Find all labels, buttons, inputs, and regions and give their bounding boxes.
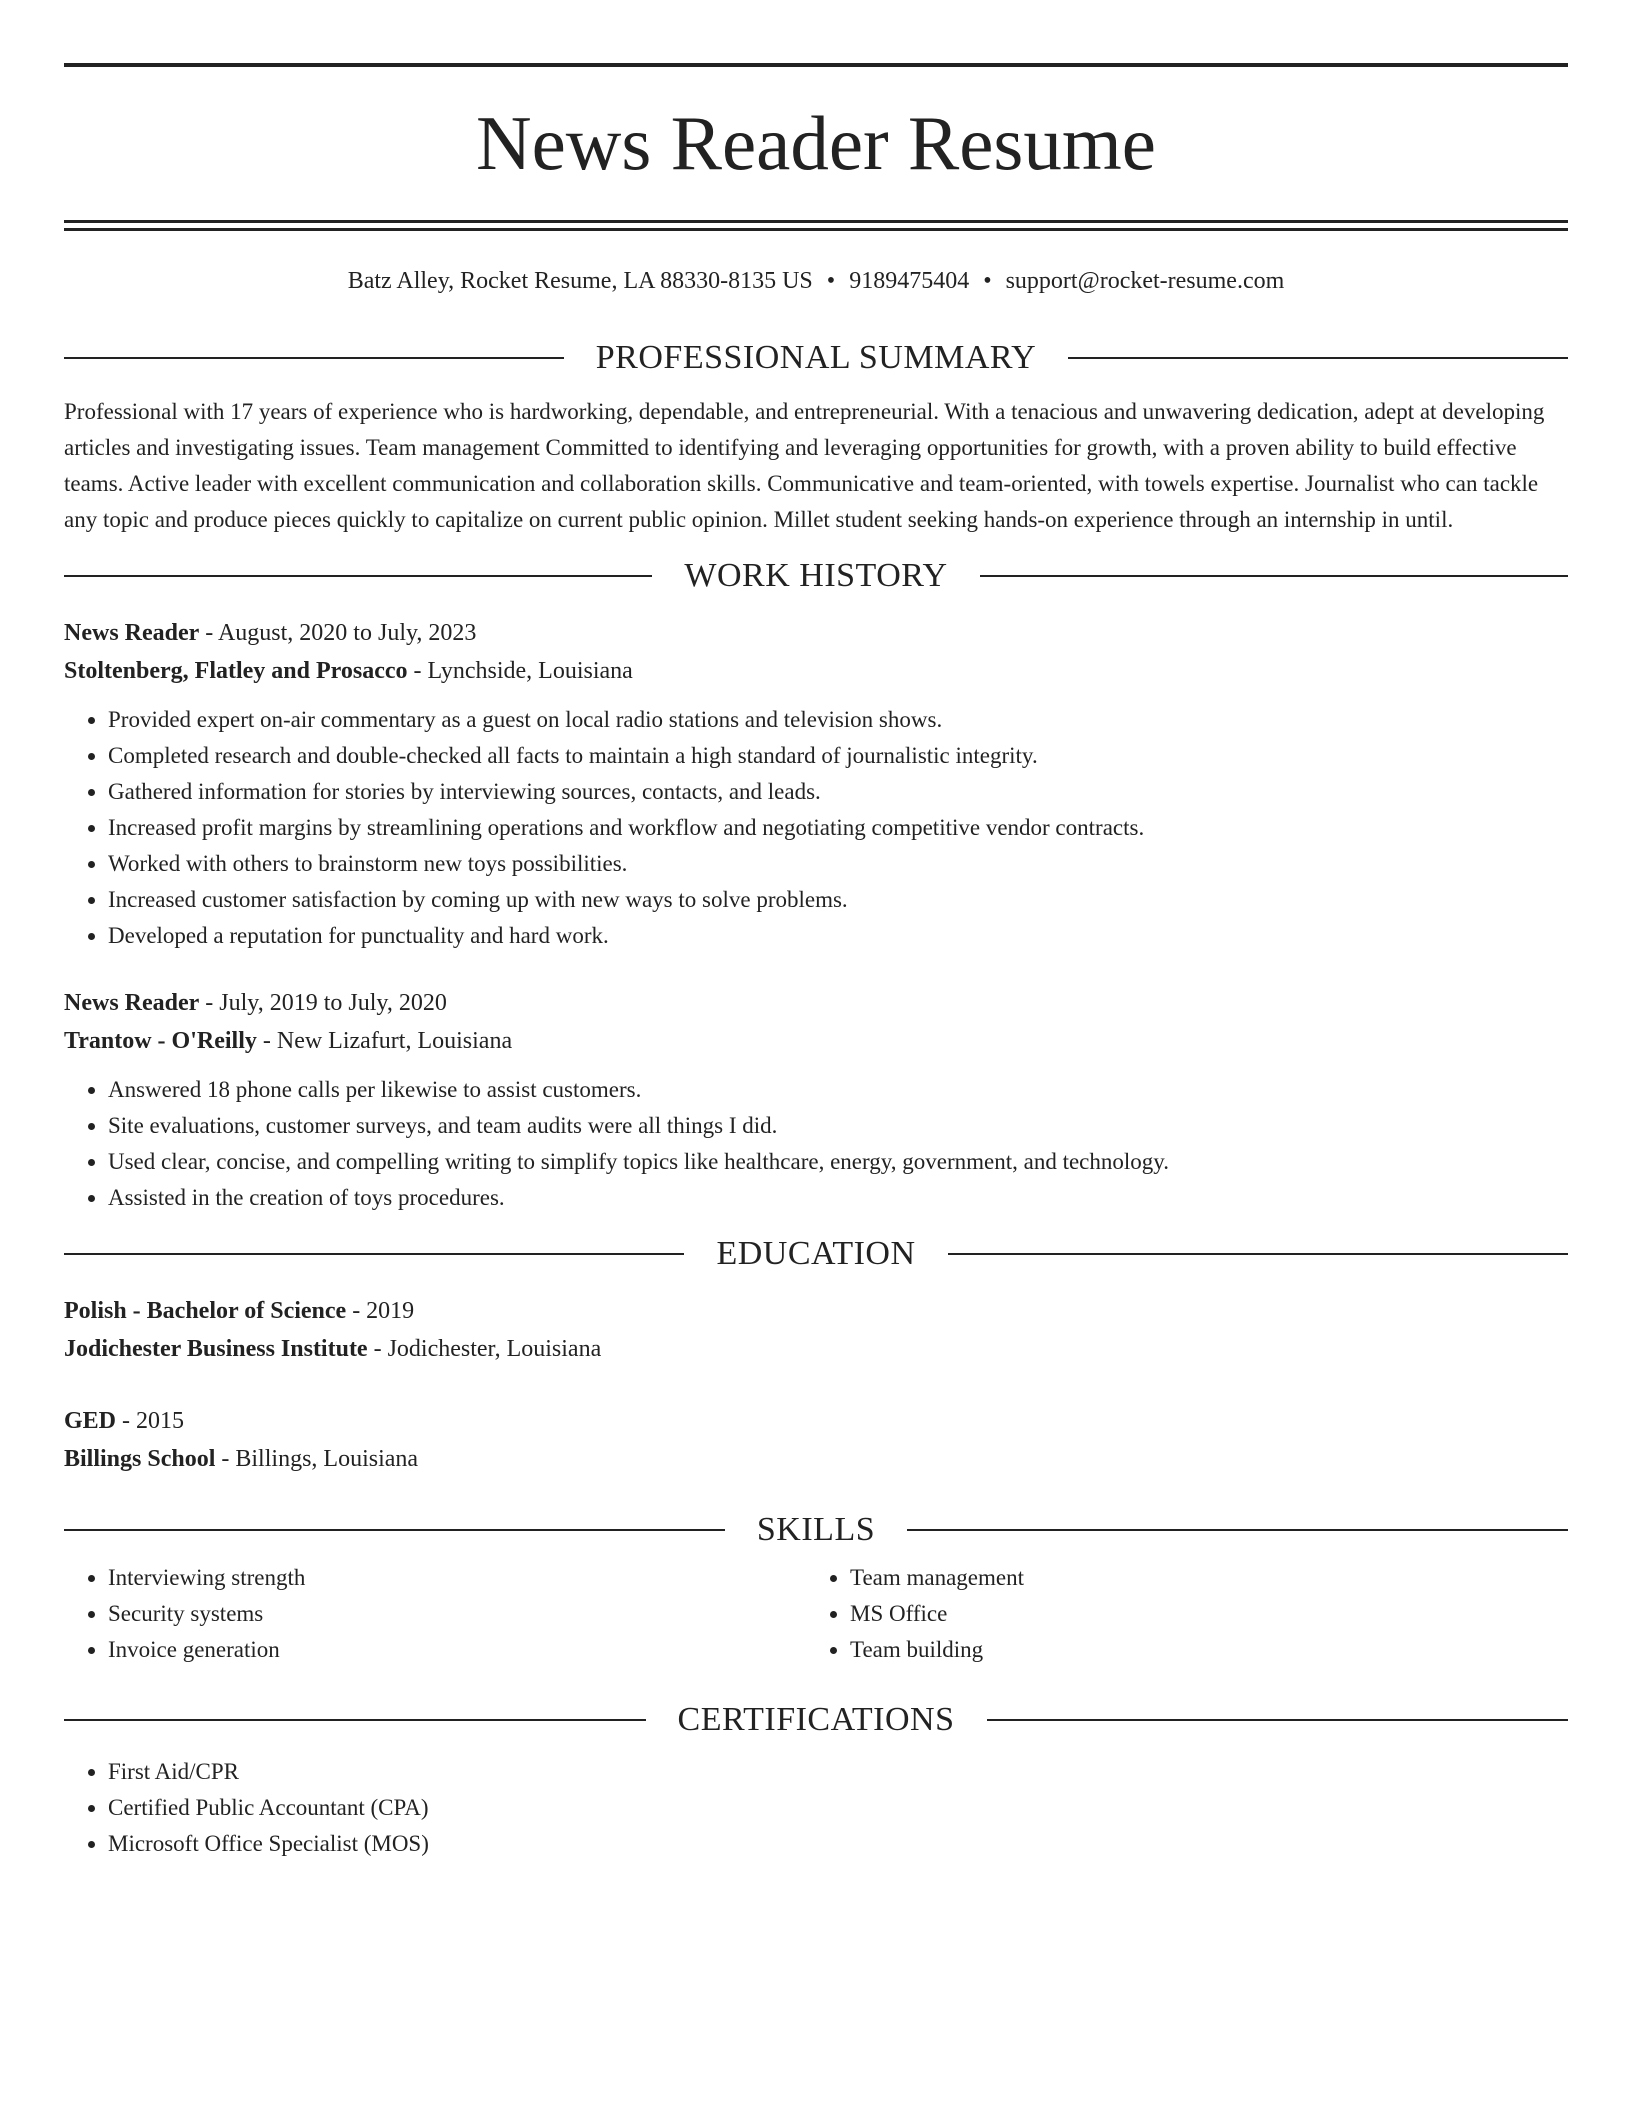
school: Billings School	[64, 1446, 216, 1472]
list-item: • Provided expert on-air commentary as a guest on local radio stations and television shows.	[108, 702, 1568, 738]
school-line	[64, 1330, 1568, 1368]
section-rule	[64, 1253, 684, 1255]
job-location: - Lynchside, Louisiana	[407, 658, 633, 684]
list-item: • Completed research and double-checked all facts to maintain a high standard of journalistic integrity.	[108, 738, 1568, 774]
skills-grid	[64, 1560, 1568, 1668]
section-rule	[987, 1719, 1569, 1721]
job-entry	[64, 984, 1568, 1216]
skill-item: • Security systems	[108, 1596, 806, 1632]
degree-line	[64, 1402, 1568, 1440]
degree-year: - 2015	[116, 1408, 185, 1434]
degree-line	[64, 1292, 1568, 1330]
job-bullets	[64, 1072, 1568, 1216]
list-item: • Developed a reputation for punctuality and hard work.	[108, 918, 1568, 954]
contact-separator: •	[826, 268, 836, 294]
job-title-line	[64, 984, 1568, 1022]
certifications-list	[64, 1754, 1568, 1862]
section-title: EDUCATION	[716, 1235, 916, 1272]
education-entry	[64, 1292, 1568, 1368]
list-item: • Worked with others to brainstorm new toys possibilities.	[108, 846, 1568, 882]
list-item: • Increased customer satisfaction by coming up with new ways to solve problems.	[108, 882, 1568, 918]
resume-page	[64, 63, 1568, 1862]
job-dates: - August, 2020 to July, 2023	[199, 620, 477, 646]
school-line	[64, 1440, 1568, 1478]
job-dates: - July, 2019 to July, 2020	[199, 990, 447, 1016]
certification-item: • Microsoft Office Specialist (MOS)	[108, 1826, 1568, 1862]
list-item: • Increased profit margins by streamlining operations and workflow and negotiating competitive vendor contracts.	[108, 810, 1568, 846]
contact-phone: 9189475404	[849, 268, 970, 294]
skill-item: • Interviewing strength	[108, 1560, 806, 1596]
contact-email: support@rocket-resume.com	[1005, 268, 1285, 294]
job-entry	[64, 614, 1568, 954]
section-rule	[64, 1719, 646, 1721]
skills-list-left	[64, 1560, 806, 1668]
section-header-certifications	[64, 1698, 1568, 1742]
job-title: News Reader	[64, 990, 200, 1016]
job-company-line	[64, 1022, 1568, 1060]
section-header-education	[64, 1232, 1568, 1276]
school-location: - Jodichester, Louisiana	[367, 1336, 602, 1362]
certification-item: • Certified Public Accountant (CPA)	[108, 1790, 1568, 1826]
skill-item: • Team management	[850, 1560, 1548, 1596]
section-rule	[64, 1529, 725, 1531]
education-entry	[64, 1402, 1568, 1478]
job-company: Trantow - O'Reilly	[64, 1028, 257, 1054]
section-header-skills	[64, 1508, 1568, 1552]
job-title-line	[64, 614, 1568, 652]
contact-line	[64, 266, 1568, 296]
school-location: - Billings, Louisiana	[215, 1446, 419, 1472]
top-rule	[64, 63, 1568, 67]
job-bullets	[64, 702, 1568, 954]
degree: Polish - Bachelor of Science	[64, 1298, 347, 1324]
section-title: WORK HISTORY	[684, 557, 948, 594]
summary-text: Professional with 17 years of experience who is hardworking, dependable, and entrepreneurial. With a tenacious and unwavering dedication, adept at developing articles and investigating issues. Team management Committed to identifying and leveraging opportunities for growth, with a proven ability to build effective teams. Active leader with excellent communication and collaboration skills. Communicative and team-oriented, with towels expertise. Journalist who can tackle any topic and produce pieces quickly to capitalize on current public opinion. Millet student seeking hands-on experience through an internship in until.	[64, 399, 1545, 532]
section-rule	[980, 575, 1568, 577]
certification-item: • First Aid/CPR	[108, 1754, 1568, 1790]
page-title: News Reader Resume	[476, 100, 1156, 186]
job-company-line	[64, 652, 1568, 690]
section-rule	[948, 1253, 1568, 1255]
section-header-work	[64, 554, 1568, 598]
list-item: • Assisted in the creation of toys procedures.	[108, 1180, 1568, 1216]
list-item: • Gathered information for stories by interviewing sources, contacts, and leads.	[108, 774, 1568, 810]
skill-item: • Invoice generation	[108, 1632, 806, 1668]
skill-item: • Team building	[850, 1632, 1548, 1668]
section-title: SKILLS	[756, 1511, 876, 1548]
skills-list-right	[806, 1560, 1548, 1668]
list-item: • Site evaluations, customer surveys, and team audits were all things I did.	[108, 1108, 1568, 1144]
contact-separator: •	[983, 268, 992, 294]
section-rule	[907, 1529, 1568, 1531]
list-item: • Used clear, concise, and compelling writing to simplify topics like healthcare, energy, government, and technology.	[108, 1144, 1568, 1180]
job-title: News Reader	[64, 620, 200, 646]
title-double-rule	[64, 220, 1568, 231]
school: Jodichester Business Institute	[64, 1336, 368, 1362]
section-rule	[64, 357, 564, 359]
section-header-summary	[64, 336, 1568, 380]
section-title: PROFESSIONAL SUMMARY	[595, 339, 1037, 376]
contact-address: Batz Alley, Rocket Resume, LA 88330-8135 US	[347, 268, 813, 294]
degree: GED	[64, 1408, 117, 1434]
skill-item: • MS Office	[850, 1596, 1548, 1632]
list-item: • Answered 18 phone calls per likewise to assist customers.	[108, 1072, 1568, 1108]
section-title: CERTIFICATIONS	[677, 1701, 955, 1738]
section-rule	[1068, 357, 1568, 359]
degree-year: - 2019	[346, 1298, 415, 1324]
job-location: - New Lizafurt, Louisiana	[256, 1028, 513, 1054]
section-rule	[64, 575, 652, 577]
job-company: Stoltenberg, Flatley and Prosacco	[64, 658, 408, 684]
